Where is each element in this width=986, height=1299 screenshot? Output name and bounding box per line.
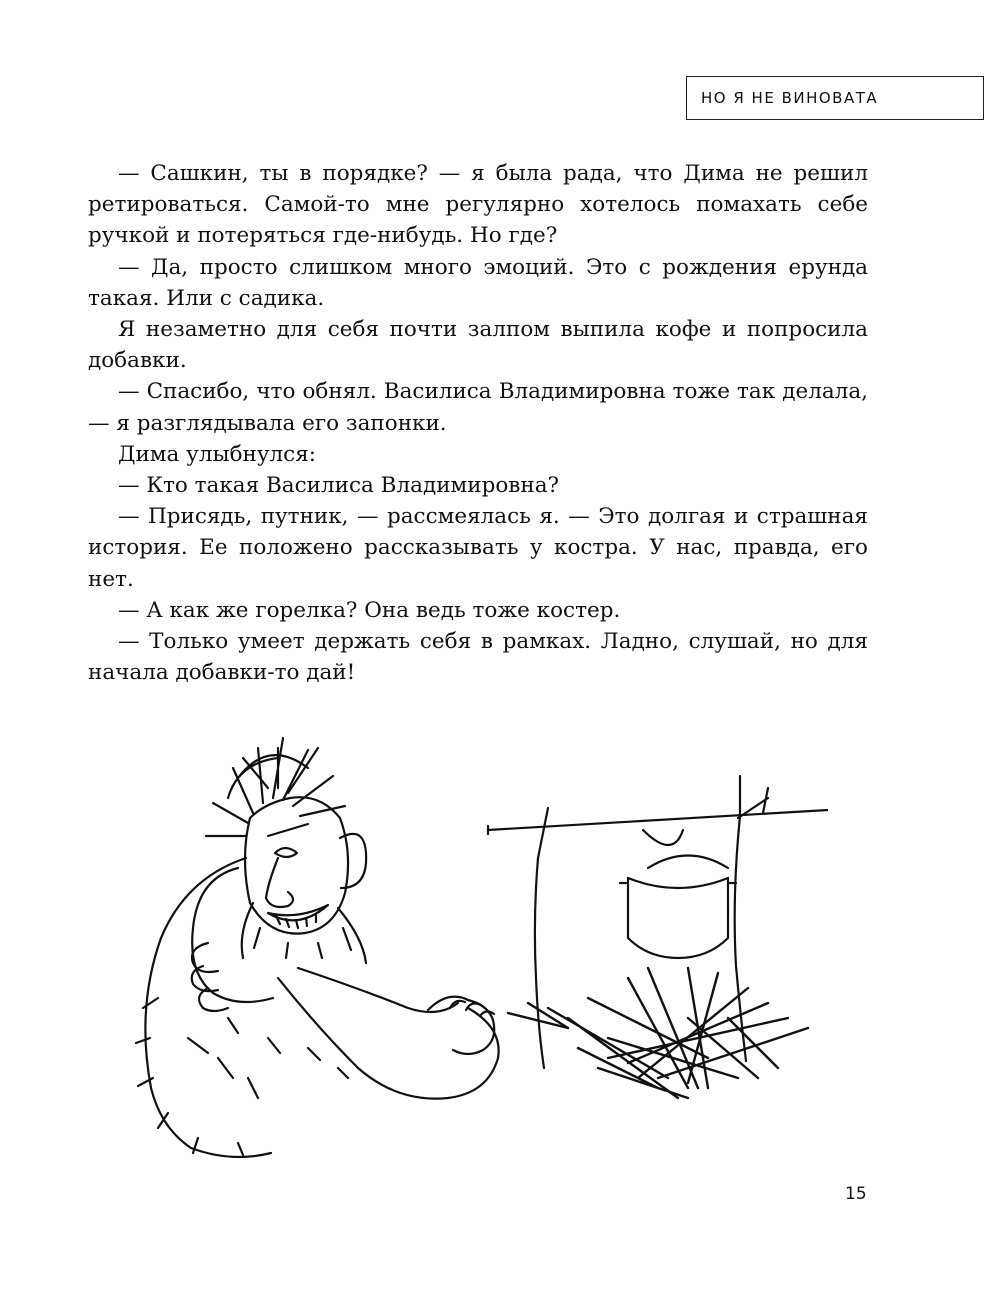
paragraph: — Только умеет держать себя в рамках. Ладно, слушай, но для начала добавки-то дай! <box>88 629 868 686</box>
firewood-pile <box>508 968 808 1098</box>
paragraph: — Да, просто слишком много эмоций. Это с рождения ерунда такая. Или с садика. <box>88 254 868 311</box>
running-header: НО Я НЕ ВИНОВАТА <box>686 76 984 120</box>
paragraph: — Спасибо, что обнял. Василиса Владимировна тоже так делала, — я разглядывала его запонки. <box>88 379 868 436</box>
caveman-campfire-illustration <box>128 718 828 1158</box>
cooking-pole <box>488 776 828 1068</box>
paragraph: — Присядь, путник, — рассмеялась я. — Это долгая и страшная история. Ее положено рассказывать у костра. У нас, правда, его нет. <box>88 504 868 592</box>
cooking-pot <box>620 830 736 958</box>
chapter-text <box>88 158 868 688</box>
paragraph: — Сашкин, ты в порядке? — я была рада, что Дима не решил ретироваться. Самой-то мне регулярно хотелось помахать себе ручкой и потеряться где-нибудь. Но где? <box>88 161 868 249</box>
paragraph: Дима улыбнулся: <box>118 441 317 467</box>
paragraph: — А как же горелка? Она ведь тоже костер. <box>118 597 621 623</box>
paragraph: — Кто такая Василиса Владимировна? <box>118 473 560 499</box>
page-number: 15 <box>845 1184 867 1204</box>
caveman-figure <box>136 738 499 1157</box>
paragraph: Я незаметно для себя почти залпом выпила кофе и попросила добавки. <box>88 317 868 374</box>
